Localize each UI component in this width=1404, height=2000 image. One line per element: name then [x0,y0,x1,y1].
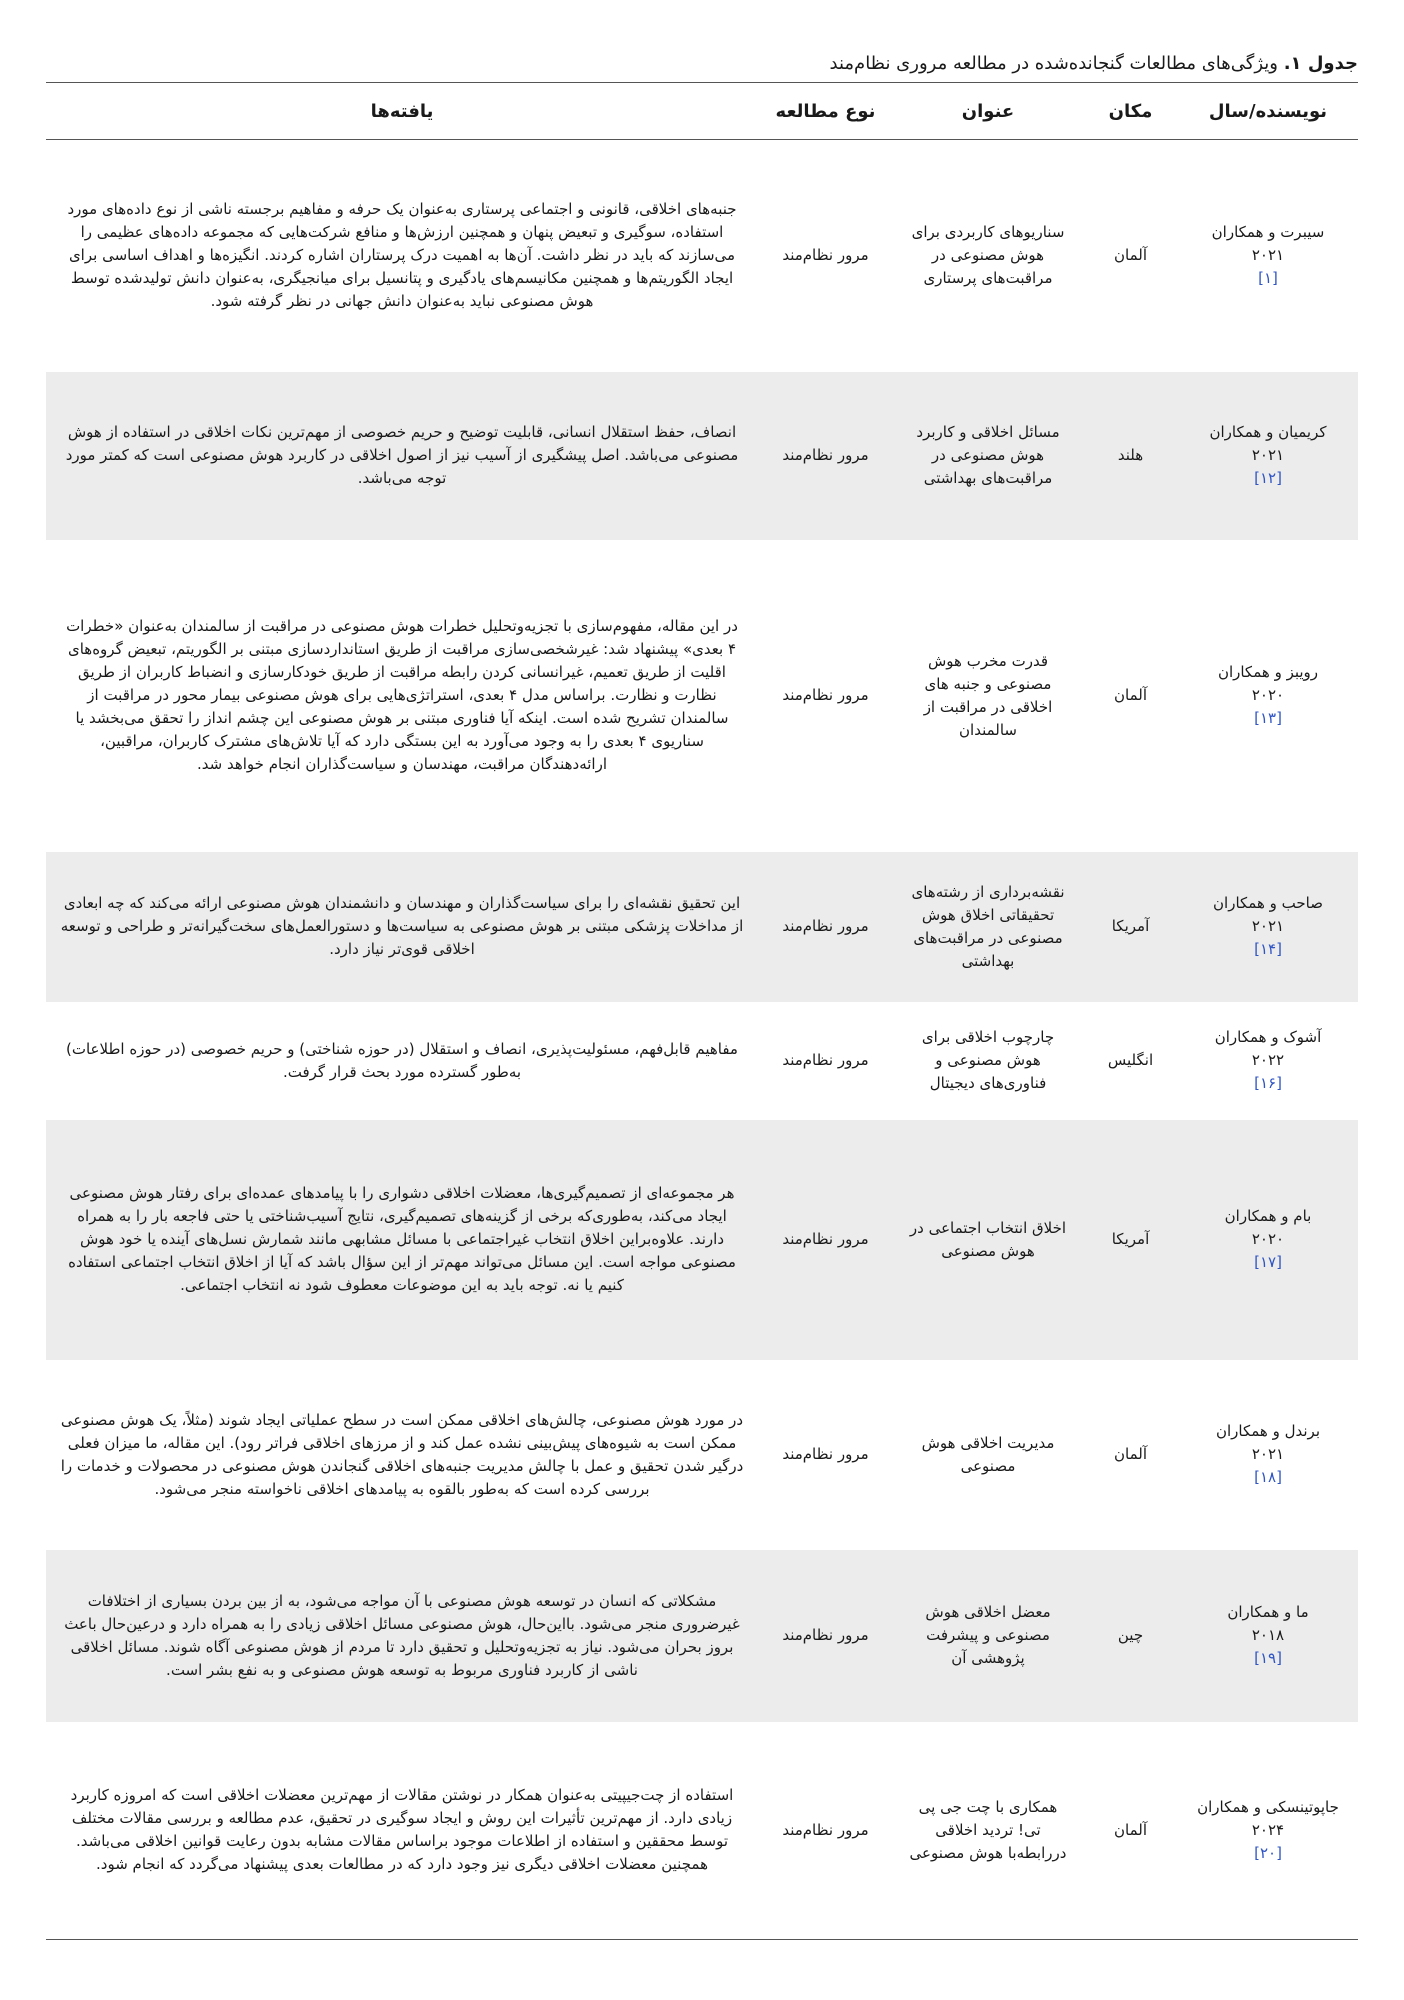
study-type-cell: مرور نظام‌مند [758,372,893,540]
author-year-cell [1178,1550,1358,1722]
reference-link[interactable]: [۱۴] [1254,940,1282,958]
study-year: ۲۰۱۸ [1251,1626,1285,1644]
table-row [46,852,1358,1002]
study-year: ۲۰۲۲ [1251,1051,1285,1069]
author-year-cell [1178,1002,1358,1120]
reference-link[interactable]: [۱۶] [1254,1074,1282,1092]
header-author-year: نویسنده/سال [1178,83,1358,140]
author-name: رویبز و همکاران [1217,663,1319,681]
location-cell: آمریکا [1083,852,1178,1002]
author-name: جاپوتینسکی و همکاران [1197,1797,1339,1816]
table-row [46,1120,1358,1360]
author-year-cell [1178,372,1358,540]
study-year: ۲۰۲۱ [1251,246,1285,265]
title-cell: قدرت مخرب هوش مصنوعی و جنبه های اخلاقی در مراقبت از سالمندان [923,651,1053,739]
study-type-cell: مرور نظام‌مند [782,246,869,265]
reference-link[interactable]: [۱۷] [1254,1253,1282,1271]
location-cell: آلمان [1114,246,1147,265]
findings-cell: انصاف، حفظ استقلال انسانی، قابلیت توضیح و حریم خصوصی از مهم‌ترین نکات اخلاقی در استفاده از هوش مصنوعی می‌باشد. اصل پیشگیری از آسیب نیز از اصول اخلاقی در کاربرد هوش مصنوعی است که کمتر مورد توجه می‌باشد. [46,372,758,540]
study-type-cell: مرور نظام‌مند [758,1722,893,1940]
author-year-cell [1178,140,1358,372]
table-body [46,140,1358,1940]
table-row [46,1722,1358,1940]
author-name: کریمیان و همکاران [1209,423,1327,441]
author-year-cell [1178,540,1358,852]
header-findings: یافته‌ها [46,83,758,140]
study-year: ۲۰۲۱ [1251,446,1285,464]
findings-cell: استفاده از چت‌جیپیتی به‌عنوان همکار در نوشتن مقالات از مهم‌ترین معضلات اخلاقی است که امروزه کاربرد زیادی دارد. از مهم‌ترین تأثیرات این روش و ایجاد سوگیری در تحقیق، عدم مطالعه و بررسی مقالات مختلف توسط محققین و استفاده از اطلاعات موجود براساس مقالات مشابه بدون رعایت قوانین اخلاقی می‌باشد. همچنین معضلات اخلاقی دیگری نیز وجود دارد که در مطالعات بعدی پیشنهاد می‌گردد که انجام شود. [46,1722,758,1940]
studies-table [46,82,1358,1940]
table-caption-text: ویژگی‌های مطالعات گنجانده‌شده در مطالعه مروری نظام‌مند [829,53,1278,74]
study-type-cell: مرور نظام‌مند [758,1550,893,1722]
location-cell: چین [1083,1550,1178,1722]
table-row [46,1550,1358,1722]
table-caption [46,50,1358,82]
author-name: بام و همکاران [1224,1207,1312,1225]
author-name: سیبرت و همکاران [1211,223,1325,242]
location-cell: هلند [1083,372,1178,540]
table-row [46,372,1358,540]
title-cell: نقشه‌برداری از رشته‌های تحقیقاتی اخلاق هوش مصنوعی در مراقبت‌های بهداشتی [893,852,1083,1002]
header-location: مکان [1083,83,1178,140]
study-year: ۲۰۲۱ [1251,1445,1285,1463]
header-title: عنوان [893,83,1083,140]
reference-link[interactable]: [۱۲] [1254,469,1282,487]
location-cell: انگلیس [1107,1051,1154,1069]
title-cell: معضل اخلاقی هوش مصنوعی و پیشرفت پژوهشی آن [893,1550,1083,1722]
location-cell: آلمان [1114,686,1147,704]
location-cell: آمریکا [1083,1120,1178,1360]
author-name: آشوک و همکاران [1214,1028,1322,1046]
author-name: ما و همکاران [1227,1603,1309,1621]
table-header [46,83,1358,140]
findings-cell: جنبه‌های اخلاقی، قانونی و اجتماعی پرستاری به‌عنوان یک حرفه و مفاهیم برجسته ناشی از نوع داده‌های مورد استفاده، سوگیری و تبعیض پنهان و همچنین ارزش‌ها و منافع شرکت‌هایی که مجموعه داده‌های عظیمی را می‌سازند که باید در نظر داشت. آن‌ها به اهمیت درک پرستاران اشاره کردند. انگیزه‌ها و اهداف اساسی برای ایجاد الگوریتم‌ها و همچنین مکانیسم‌های یادگیری و پتانسیل برای میانجیگری، به‌عنوان دانش تولیدشده توسط هوش مصنوعی نباید به‌عنوان دانش جهانی در نظر گرفته شود. [67,200,737,311]
findings-cell: مشکلاتی که انسان در توسعه هوش مصنوعی با آن مواجه می‌شود، به از بین بردن بسیاری از اختلافات غیرضروری منجر می‌شود. بااین‌حال، هوش مصنوعی مسائل اخلاقی زیادی را به همراه دارد و درعین‌حال باعث بروز بحران می‌شود. نیاز به تجزیه‌وتحلیل و تحقیق دارد تا مردم از هوش مصنوعی آگاه شوند. مسائل اخلاقی ناشی از کاربرد فناوری مربوط به توسعه هوش مصنوعی و به نفع بشر است. [46,1550,758,1722]
table-row [46,1002,1358,1120]
author-year-cell [1178,852,1358,1002]
location-cell: آلمان [1083,1722,1178,1940]
study-year: ۲۰۲۱ [1251,917,1285,935]
author-year-cell [1178,1120,1358,1360]
reference-link[interactable]: [۱۸] [1254,1468,1282,1486]
title-cell: سناریوهای کاربردی برای هوش مصنوعی در مراقبت‌های پرستاری [911,223,1065,288]
title-cell: چارچوب اخلاقی برای هوش مصنوعی و فناوری‌های دیجیتال [921,1028,1055,1092]
author-name: برندل و همکاران [1215,1422,1321,1440]
study-year: ۲۰۲۰ [1251,1230,1285,1248]
study-type-cell: مرور نظام‌مند [782,1445,869,1463]
reference-link[interactable]: [۱۳] [1254,709,1282,727]
author-year-cell [1178,1360,1358,1550]
author-year-cell [1178,1722,1358,1940]
findings-cell: مفاهیم قابل‌فهم، مسئولیت‌پذیری، انصاف و استقلال (در حوزه شناختی) و حریم خصوصی (در حوزه اطلاعات) به‌طور گسترده مورد بحث قرار گرفت. [66,1039,738,1081]
study-type-cell: مرور نظام‌مند [758,1120,893,1360]
author-name: صاحب و همکاران [1213,894,1323,912]
header-row [46,83,1358,140]
header-study-type: نوع مطالعه [758,83,893,140]
findings-cell: این تحقیق نقشه‌ای را برای سیاست‌گذاران و مهندسان و دانشمندان هوش مصنوعی ارائه می‌کند که چه ابعادی از مداخلات پزشکی مبتنی بر هوش مصنوعی به سیاست‌ها و دستورالعمل‌های سخت‌گیرانه‌تر و طراحی و توسعه اخلاقی قوی‌تر نیاز دارد. [46,852,758,1002]
findings-cell: در این مقاله، مفهوم‌سازی با تجزیه‌وتحلیل خطرات هوش مصنوعی در مراقبت از سالمندان به‌عنوان «خطرات ۴ بعدی» پیشنهاد شد: غیرشخصی‌سازی مراقبت از طریق استانداردسازی مبتنی بر الگوریتم، تبعیض گروه‌های اقلیت از طریق تعمیم، غیرانسانی کردن رابطه مراقبت از طریق خودکارسازی و انضباط کاربران از طریق نظارت و نظارت. براساس مدل ۴ بعدی، استراتژی‌هایی برای هوش مصنوعی بیمار محور در مراقبت از سالمندان تشریح شده است. اینکه آیا فناوری مبتنی بر هوش مصنوعی این چشم انداز را تحقق می‌بخشد یا سناریوی ۴ بعدی را به وجود می‌آورد به این بستگی دارد که آیا تلاش‌های مشترک کاربران، مراقبین، ارائه‌دهندگان مراقبت، مهندسان و سیاست‌گذاران انجام خواهد شد. [66,617,738,773]
study-year: ۲۰۲۰ [1251,686,1285,704]
title-cell: همکاری با چت جی پی تی! تردید اخلاقی دررابطه‌با هوش مصنوعی [893,1722,1083,1940]
location-cell: آلمان [1114,1445,1147,1463]
title-cell: مسائل اخلاقی و کاربرد هوش مصنوعی در مراقبت‌های بهداشتی [893,372,1083,540]
study-year: ۲۰۲۴ [1251,1820,1285,1839]
reference-link[interactable]: [۱] [1258,269,1278,288]
study-type-cell: مرور نظام‌مند [758,852,893,1002]
study-type-cell: مرور نظام‌مند [782,1051,869,1069]
study-type-cell: مرور نظام‌مند [782,686,869,704]
table-row [46,540,1358,852]
findings-cell: هر مجموعه‌ای از تصمیم‌گیری‌ها، معضلات اخلاقی دشواری را با پیامدهای عمده‌ای برای رفتار هوش مصنوعی ایجاد می‌کند، به‌طوری‌که برخی از گزینه‌های تصمیم‌گیری، نتایج آسیب‌شناختی یا حتی فاجعه بار را به همراه دارند. علاوه‌براین اخلاق انتخاب غیراجتماعی با مسائل مشابهی مانند شمارش نسل‌های آینده یا خود هوش مصنوعی مواجه است. این مسائل می‌تواند مهم‌تر از این سؤال باشد که آیا از اخلاق انتخاب اجتماعی استفاده کنیم یا نه. توجه باید به این موضوعات معطوف شود نه انتخاب اجتماعی. [46,1120,758,1360]
reference-link[interactable]: [۱۹] [1254,1649,1282,1667]
table-row [46,1360,1358,1550]
reference-link[interactable]: [۲۰] [1254,1843,1282,1862]
title-cell: مدیریت اخلاقی هوش مصنوعی [921,1433,1055,1475]
title-cell: اخلاق انتخاب اجتماعی در هوش مصنوعی [893,1120,1083,1360]
findings-cell: در مورد هوش مصنوعی، چالش‌های اخلاقی ممکن است در سطح عملیاتی ایجاد شوند (مثلاً، یک هوش مصنوعی ممکن است به شیوه‌های پیش‌بینی نشده عمل کند و از مرزهای اخلاقی فراتر رود). این مقاله، ما میزان فعلی درگیر شدن تحقیق و عمل با چالش مدیریت جنبه‌های اخلاقی گنجاندن هوش مصنوعی در محصولات و خدمات را بررسی کرده است که به‌طور بالقوه به پیامدهای اخلاقی ناخواسته منجر می‌شود. [60,1410,744,1498]
table-caption-label: جدول ۱. [1283,53,1358,74]
table-row [46,140,1358,372]
